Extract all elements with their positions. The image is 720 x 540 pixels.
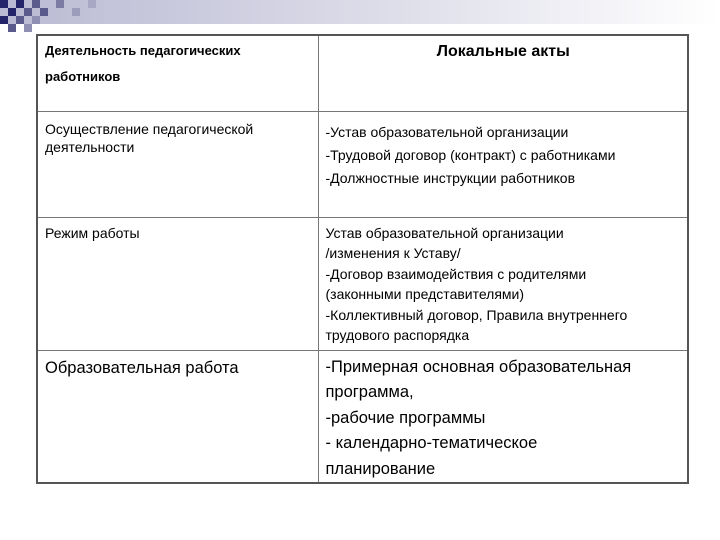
act-line: -рабочие программы bbox=[325, 408, 486, 427]
header-cell-activity bbox=[37, 35, 318, 111]
activity-cell bbox=[37, 217, 318, 350]
act-line: /изменения к Уставу/ bbox=[325, 245, 461, 261]
act-line: -Коллективный договор, Правила внутреннего bbox=[325, 306, 628, 323]
act-line: Устав образовательной организации bbox=[325, 224, 564, 241]
act-line: программа, bbox=[325, 383, 414, 401]
header-cell-acts bbox=[318, 35, 688, 111]
acts-cell bbox=[318, 217, 688, 350]
table-header-row bbox=[37, 35, 688, 111]
act-line: -Трудовой договор (контракт) с работниками bbox=[325, 146, 616, 163]
header-activity-text: Деятельность педагогических работников bbox=[45, 43, 241, 84]
activity-text: Осуществление педагогической деятельности bbox=[45, 120, 254, 155]
act-line: - календарно-тематическое bbox=[325, 434, 538, 452]
activity-text: Образовательная работа bbox=[45, 358, 239, 377]
act-line: -Договор взаимодействия с родителями bbox=[325, 265, 587, 282]
header-acts-text: Локальные акты bbox=[436, 43, 570, 60]
acts-cell bbox=[318, 111, 688, 217]
act-line: трудового распорядка bbox=[325, 327, 470, 343]
activity-cell bbox=[37, 111, 318, 217]
decorative-checker-band bbox=[0, 0, 720, 32]
activity-cell bbox=[37, 350, 318, 483]
act-line: планирование bbox=[325, 459, 436, 478]
activity-text: Режим работы bbox=[45, 224, 140, 241]
local-acts-table bbox=[36, 34, 689, 484]
acts-cell bbox=[318, 350, 688, 483]
table-row bbox=[37, 111, 688, 217]
act-line: (законными представителями) bbox=[325, 286, 525, 302]
act-line: -Устав образовательной организации bbox=[325, 123, 569, 140]
table-row bbox=[37, 350, 688, 483]
act-line: -Примерная основная образовательная bbox=[325, 357, 632, 376]
act-line: -Должностные инструкции работников bbox=[325, 169, 576, 186]
table-row bbox=[37, 217, 688, 350]
